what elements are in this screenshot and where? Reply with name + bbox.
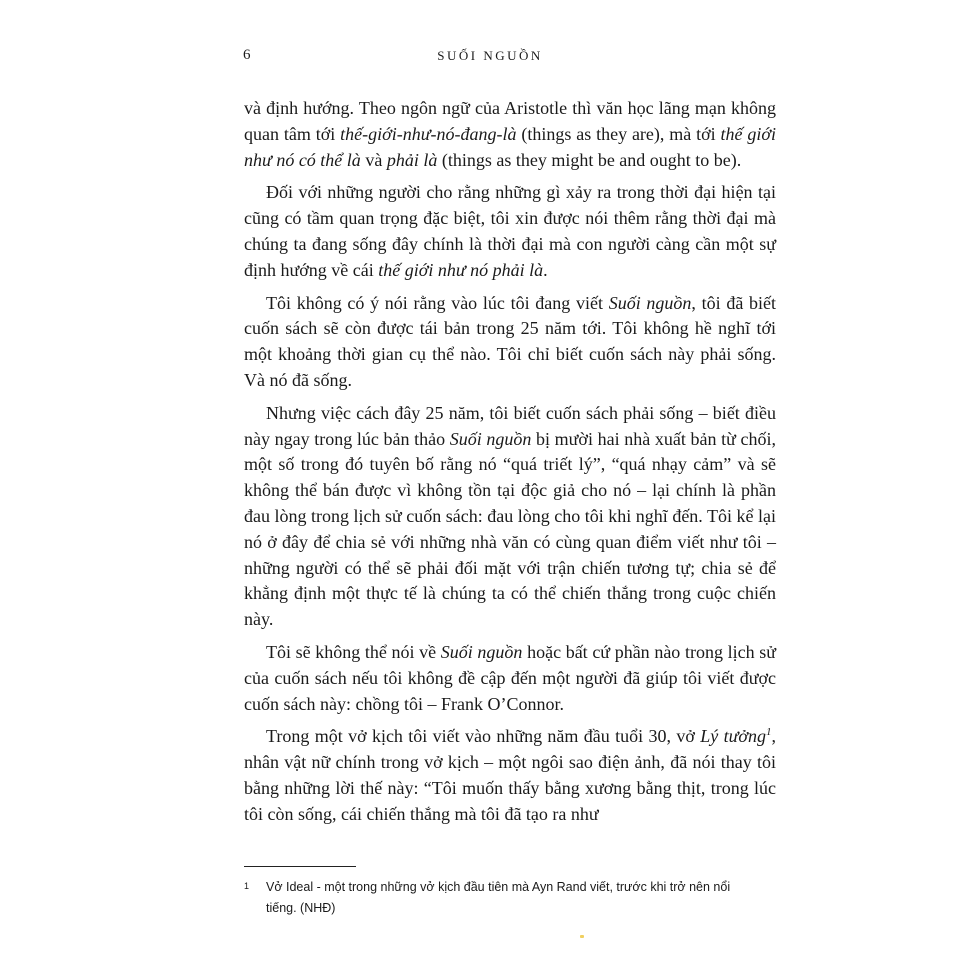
footnote	[244, 877, 764, 919]
paragraph-4	[244, 401, 776, 633]
text-segment: hoặc bất cứ phần nào trong lịch sử của cuốn sách nếu tôi không đề cập đến một người đã giúp tôi viết được cuốn sách này: chồng tôi – Frank O’Connor.	[244, 641, 776, 714]
text-segment: Tôi không có ý nói rằng vào lúc tôi đang viết	[266, 292, 609, 313]
italic-text: Lý tưởng	[700, 726, 766, 747]
italic-text: thế giới như nó phải là	[378, 259, 544, 280]
footnote-text: Vở Ideal - một trong những vở kịch đầu tiên mà Ayn Rand viết, trước khi trở nên nổi tiếng. (NHĐ)	[266, 880, 731, 915]
text-segment: và	[360, 149, 387, 170]
text-segment: , nhân vật nữ chính trong vở kịch – một ngôi sao điện ảnh, đã nói thay tôi bằng những lời thế này: “Tôi muốn thấy bằng xương bằng thịt, trong lúc tôi còn sống, cái chiến thắng mà tôi đã tạo ra như	[244, 726, 776, 824]
text-segment: (things as they are), mà tới	[516, 123, 721, 144]
footnote-number: 1	[244, 881, 250, 891]
footnote-divider	[244, 866, 356, 867]
italic-text: Suối nguồn	[608, 292, 692, 313]
footnote-reference: 1	[766, 726, 772, 739]
text-segment: Đối với những người cho rằng những gì xảy ra trong thời đại hiện tại cũng có tầm quan trọng đặc biệt, tôi xin được nói thêm rằng thời đại mà chúng ta đang sống đây chính là thời đại mà con người càng cần một sự định hướng về cái	[244, 182, 776, 280]
italic-text: thế giới như nó có thể là	[244, 123, 776, 170]
paragraph-2	[244, 180, 776, 283]
text-segment: Tôi sẽ không thể nói về	[266, 641, 441, 662]
text-segment: (things as they might be and ought to be).	[437, 149, 742, 170]
text-segment: , tôi đã biết cuốn sách sẽ còn được tái bản trong 25 năm tới. Tôi không hề nghĩ tới một khoảng thời gian cụ thể nào. Tôi chỉ biết cuốn sách này phải sống. Và nó đã sống.	[244, 292, 777, 390]
italic-text: thế-giới-như-nó-đang-là	[340, 123, 517, 144]
paragraph-5	[244, 640, 776, 717]
text-segment: bị mười hai nhà xuất bản từ chối, một số trong đó tuyên bố rằng nó “quá triết lý”, “quá nhạy cảm” và sẽ không thể bán được vì không tồn tại độc giả cho nó – lại chính là phần đau lòng trong lịch sử cuốn sách: đau lòng cho tôi khi nghĩ đến. Tôi kể lại nó ở đây để chia sẻ với những nhà văn có cùng quan điểm viết như tôi – những người có thể sẽ phải đối mặt với trận chiến tương tự; chia sẻ để khẳng định một thực tế là chúng ta có thể chiến thắng trong cuộc chiến này.	[244, 428, 776, 630]
paragraph-3	[244, 291, 776, 394]
text-segment: Trong một vở kịch tôi viết vào những năm đầu tuổi 30, vở	[266, 726, 701, 747]
scan-speck	[580, 935, 584, 938]
text-segment: Nhưng việc cách đây 25 năm, tôi biết cuốn sách phải sống – biết điều này ngay trong lúc bản thảo	[244, 402, 776, 449]
text-segment: .	[543, 259, 548, 280]
italic-text: phải là	[386, 149, 438, 170]
italic-text: Suối nguồn	[440, 641, 523, 662]
paragraph-1	[244, 96, 776, 173]
running-title: SUỐI NGUỒN	[437, 48, 543, 63]
italic-text: Suối nguồn	[449, 428, 532, 449]
body-text	[244, 96, 776, 828]
paragraph-6	[244, 724, 776, 827]
page-number: 6	[243, 47, 251, 63]
text-segment: và định hướng. Theo ngôn ngữ của Aristotle thì văn học lãng mạn không quan tâm tới	[244, 98, 776, 144]
